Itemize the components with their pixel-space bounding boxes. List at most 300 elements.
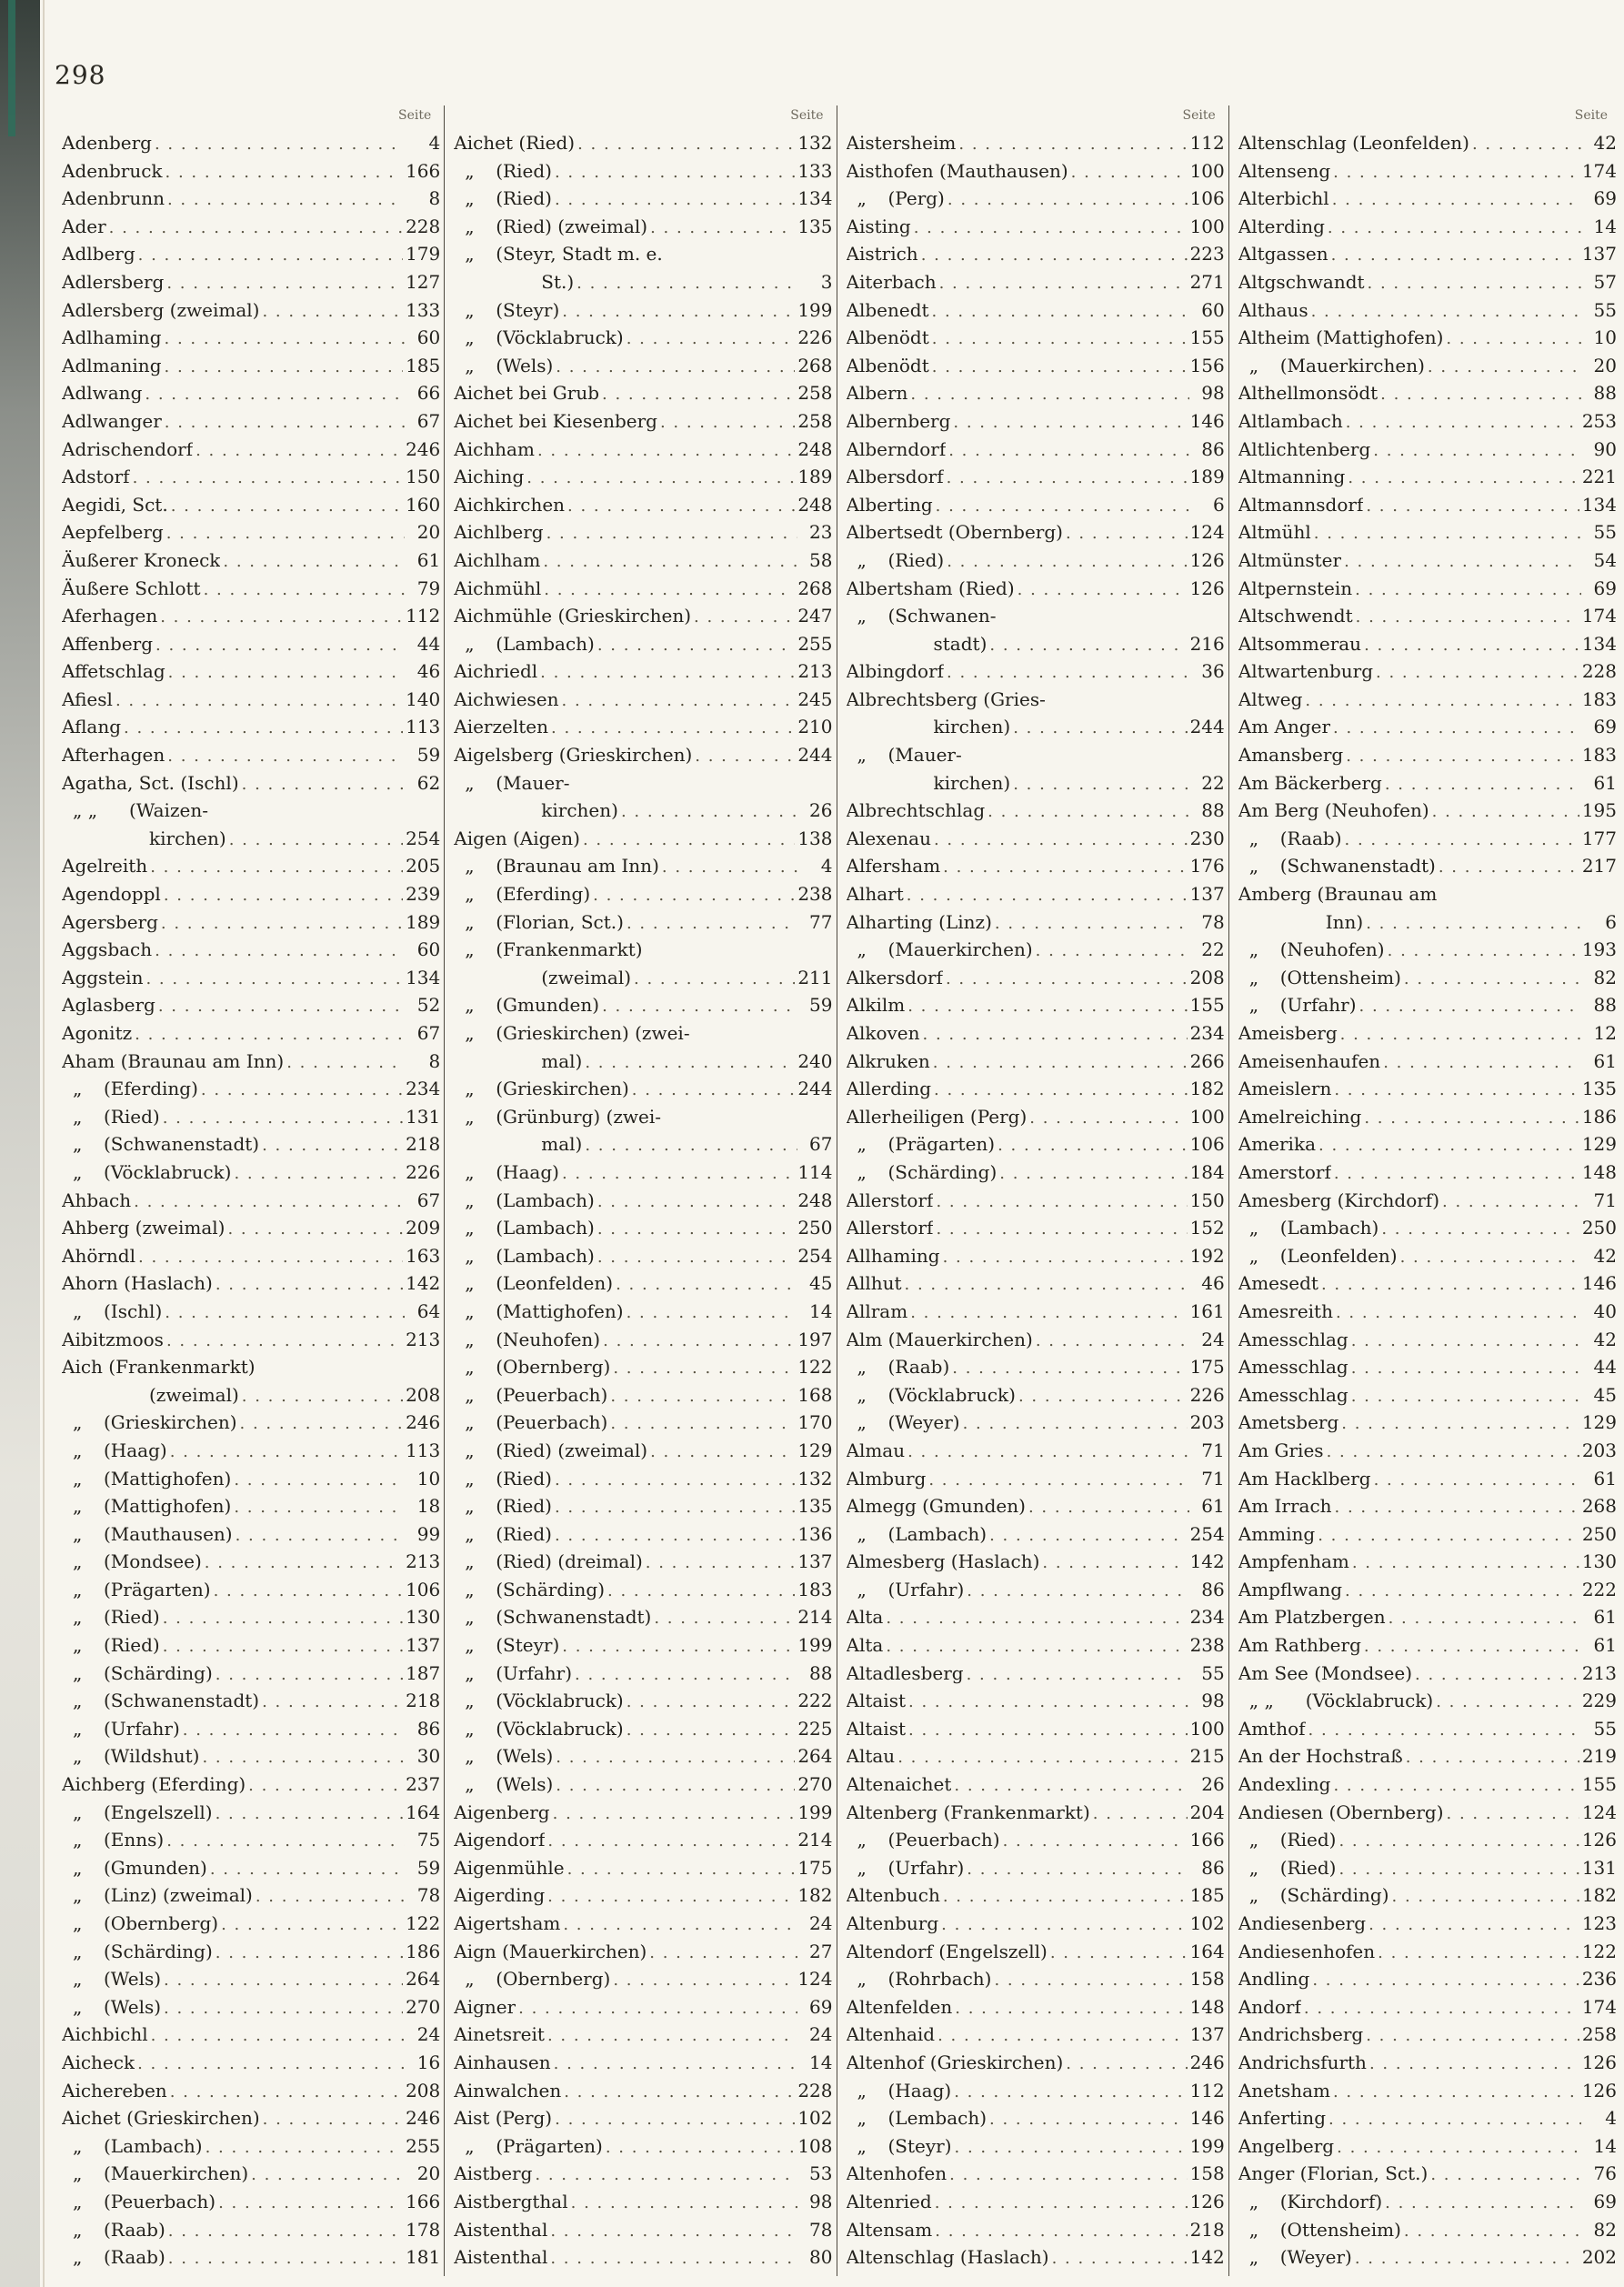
- dot-leader: [695, 741, 795, 769]
- dot-leader: [1052, 2243, 1188, 2272]
- entry-page: 135: [797, 215, 833, 237]
- entry-page: 193: [1581, 938, 1617, 961]
- index-entry: [1238, 213, 1617, 241]
- index-entry: [1238, 240, 1617, 268]
- dot-leader: [567, 491, 795, 519]
- entry-page: 98: [809, 2190, 833, 2212]
- entry-page: 268: [797, 354, 833, 376]
- index-entry: [62, 1770, 440, 1799]
- entry-page: 90: [1593, 437, 1617, 460]
- entry-name: Aggsbach: [62, 938, 153, 961]
- dot-leader: [535, 2160, 797, 2188]
- entry-page: 219: [1581, 1745, 1617, 1768]
- ditto-mark: „: [857, 187, 867, 210]
- entry-name: Albrechtschlag: [846, 799, 986, 822]
- entry-page: 44: [416, 632, 441, 655]
- entry-page: 69: [1593, 187, 1617, 210]
- index-entry: [62, 630, 440, 658]
- index-entry: [62, 129, 440, 157]
- entry-name: Aiterbach: [846, 270, 937, 293]
- entry-name: Aibitzmoos: [62, 1328, 164, 1350]
- entry-name: Altenschlag (Haslach): [846, 2246, 1049, 2269]
- dot-leader: [999, 1159, 1187, 1187]
- entry-name: mal): [541, 1049, 583, 1072]
- entry-page: 136: [797, 1522, 833, 1545]
- entry-name: Afiesl: [62, 687, 113, 710]
- entry-page: 132: [797, 132, 833, 154]
- dot-leader: [1333, 157, 1579, 186]
- index-entry: [454, 797, 832, 825]
- entry-page: 75: [416, 1829, 441, 1851]
- entry-page: 8: [428, 187, 441, 210]
- index-entry: [1238, 1130, 1617, 1159]
- entry-name: „ (Urfahr): [857, 1854, 965, 1882]
- dot-leader: [547, 1881, 795, 1910]
- index-entry: [454, 602, 832, 630]
- dot-leader: [934, 1075, 1188, 1103]
- entry-page: 58: [809, 548, 833, 571]
- dot-leader: [1368, 1910, 1579, 1938]
- dot-leader: [602, 379, 795, 407]
- ditto-mark: „: [73, 1856, 83, 1879]
- dot-leader: [597, 630, 795, 658]
- dot-leader: [151, 2021, 406, 2049]
- dot-leader: [936, 1187, 1187, 1215]
- entry-page: 218: [1189, 2218, 1225, 2241]
- dot-leader: [905, 1269, 1189, 1298]
- ditto-mark: „: [465, 1439, 475, 1461]
- index-entry: [847, 2160, 1225, 2188]
- entry-page: 216: [1189, 632, 1225, 655]
- index-entry: [62, 1075, 440, 1103]
- index-entry: [62, 1159, 440, 1187]
- entry-name: Alterding: [1238, 215, 1325, 237]
- entry-page: 60: [416, 326, 441, 349]
- dot-leader: [1050, 1938, 1188, 1966]
- ditto-mark: „: [465, 1578, 475, 1600]
- index-entry: [847, 2188, 1225, 2216]
- index-entry: [62, 1938, 440, 1966]
- entry-page: 45: [1593, 1383, 1617, 1406]
- entry-name: Agersberg: [62, 910, 158, 933]
- dot-leader: [1432, 797, 1579, 825]
- entry-page: 77: [809, 910, 833, 933]
- entry-name: Andexling: [1238, 1773, 1331, 1796]
- index-entry: [1238, 1742, 1617, 1770]
- entry-name: „ (Peuerbach): [73, 2188, 216, 2216]
- dot-leader: [949, 2160, 1187, 2188]
- entry-page: 30: [416, 1745, 441, 1768]
- entry-name: „ (Peuerbach): [465, 1409, 607, 1437]
- dot-leader: [160, 602, 403, 630]
- ditto-mark: „: [1248, 994, 1259, 1017]
- entry-name: mal): [541, 1133, 583, 1156]
- entry-page: 60: [416, 938, 441, 961]
- entry-page: 160: [406, 493, 441, 516]
- entry-name: Aichham: [454, 437, 535, 460]
- entry-page: 199: [797, 298, 833, 321]
- dot-leader: [554, 2049, 797, 2077]
- dot-leader: [1003, 1826, 1188, 1854]
- index-entry: [1238, 1881, 1617, 1910]
- entry-name: Aflang: [62, 716, 122, 738]
- entry-page: 6: [1213, 493, 1225, 516]
- dot-leader: [555, 185, 795, 213]
- dot-leader: [1359, 991, 1581, 1019]
- dot-leader: [166, 1326, 403, 1354]
- entry-name: Amerika: [1238, 1133, 1316, 1156]
- dot-leader: [1385, 2188, 1581, 2216]
- dot-leader: [650, 1437, 795, 1465]
- entry-name: Andiesenhofen: [1238, 1940, 1376, 1962]
- index-entry: [1238, 741, 1617, 769]
- entry-page: 258: [1581, 2023, 1617, 2046]
- index-column-2: [444, 105, 836, 2276]
- entry-page: 142: [1189, 1550, 1225, 1573]
- entry-page: 46: [1201, 1272, 1225, 1295]
- entry-page: 192: [1189, 1244, 1225, 1267]
- entry-name: Adrischendorf: [62, 437, 194, 460]
- entry-name: Adlhaming: [62, 326, 162, 349]
- entry-page: 238: [797, 883, 833, 906]
- index-entry: [62, 2077, 440, 2105]
- index-entry: [454, 324, 832, 352]
- dot-leader: [1355, 2243, 1579, 2272]
- entry-page: 222: [797, 1690, 833, 1712]
- entry-page: 246: [406, 437, 441, 460]
- dot-leader: [654, 1603, 795, 1631]
- index-entry: [847, 1715, 1225, 1743]
- entry-page: 126: [1189, 548, 1225, 571]
- dot-leader: [597, 1187, 795, 1215]
- index-entry: [62, 324, 440, 352]
- entry-page: 155: [1189, 326, 1225, 349]
- entry-name: Aham (Braunau am Inn): [62, 1049, 285, 1072]
- index-entry: [454, 296, 832, 325]
- entry-name: Ahorn (Haslach): [62, 1272, 213, 1295]
- entry-page: 134: [1581, 493, 1617, 516]
- dot-leader: [109, 213, 403, 241]
- ditto-mark: „: [465, 1690, 475, 1712]
- entry-page: 258: [797, 382, 833, 405]
- ditto-mark: „: [465, 1383, 475, 1406]
- index-entry: [454, 630, 832, 658]
- dot-leader: [967, 1576, 1188, 1604]
- dot-leader: [544, 575, 795, 603]
- dot-leader: [165, 1298, 405, 1326]
- dot-leader: [1066, 2049, 1187, 2077]
- dot-leader: [907, 1437, 1189, 1465]
- ditto-mark: „: [465, 1634, 475, 1657]
- index-entry: [62, 936, 440, 964]
- dot-leader: [556, 352, 795, 380]
- index-entry: [454, 1048, 832, 1076]
- index-entry: [62, 491, 440, 519]
- entry-page: 202: [1581, 2246, 1617, 2269]
- entry-name: Am Gries: [1238, 1439, 1324, 1461]
- entry-page: 146: [1189, 409, 1225, 432]
- entry-page: 155: [1189, 994, 1225, 1017]
- index-entry: [62, 2160, 440, 2188]
- entry-page: 211: [797, 966, 833, 988]
- index-entry: [454, 741, 832, 769]
- dot-leader: [1351, 1326, 1581, 1354]
- entry-page: 112: [1189, 2079, 1225, 2101]
- index-entry: [1238, 352, 1617, 380]
- entry-name: Andiesen (Obernberg): [1238, 1801, 1444, 1823]
- entry-page: 214: [797, 1606, 833, 1629]
- entry-page: 137: [797, 1550, 833, 1573]
- entry-page: 130: [406, 1606, 441, 1629]
- entry-page: 140: [406, 687, 441, 710]
- index-entry: [454, 185, 832, 213]
- entry-name: Afterhagen: [62, 744, 165, 767]
- dot-leader: [955, 2132, 1188, 2161]
- index-entry: [847, 1409, 1225, 1437]
- index-entry: [454, 852, 832, 880]
- index-entry: [62, 908, 440, 937]
- dot-leader: [138, 240, 403, 268]
- entry-name: „ (Leonfelden): [1249, 1242, 1398, 1270]
- index-entry: [454, 213, 832, 241]
- entry-name: Amesschlag: [1238, 1328, 1348, 1350]
- entry-name: „ (Mauerkirchen): [857, 936, 1033, 964]
- dot-leader: [583, 825, 795, 853]
- entry-name: Althellmonsödt: [1238, 382, 1378, 405]
- entry-page: 166: [406, 159, 441, 182]
- entry-name: „ (Ried): [465, 157, 552, 186]
- index-entry: [1238, 1465, 1617, 1493]
- entry-name: Altadlesberg: [846, 1661, 964, 1684]
- entry-page: 122: [797, 1356, 833, 1379]
- dot-leader: [989, 2104, 1188, 2132]
- dot-leader: [1348, 463, 1579, 491]
- index-entry: [62, 1409, 440, 1437]
- entry-page: 129: [797, 1439, 833, 1461]
- entry-page: 42: [1593, 1328, 1617, 1350]
- entry-page: 59: [809, 994, 833, 1017]
- entry-page: 189: [1189, 466, 1225, 488]
- entry-name: Amansberg: [1238, 744, 1344, 767]
- index-entry: [847, 1603, 1225, 1631]
- dot-leader: [145, 964, 403, 992]
- index-entry: [62, 1048, 440, 1076]
- entry-page: 175: [1189, 1356, 1225, 1379]
- entry-page: 24: [416, 2023, 441, 2046]
- entry-page: 67: [416, 1189, 441, 1211]
- dot-leader: [1373, 436, 1581, 464]
- ditto-mark: „: [465, 938, 475, 961]
- index-entry: [1238, 1826, 1617, 1854]
- dot-leader: [537, 436, 795, 464]
- dot-leader: [649, 1938, 797, 1966]
- entry-page: 226: [406, 1160, 441, 1183]
- entry-name: Ameisenhaufen: [1238, 1049, 1381, 1072]
- entry-page: 99: [416, 1522, 441, 1545]
- index-entry: [62, 2132, 440, 2161]
- index-entry: [1238, 1242, 1617, 1270]
- entry-name: Amesreith: [1238, 1299, 1333, 1322]
- entry-name: Allerstorf: [846, 1217, 934, 1239]
- entry-name: Andrichsfurth: [1238, 2051, 1367, 2073]
- entry-page: 268: [797, 577, 833, 599]
- index-entry: [847, 1269, 1225, 1298]
- dot-leader: [216, 1660, 403, 1688]
- entry-name: „ (Ried): [1249, 1854, 1337, 1882]
- entry-page: 112: [1189, 132, 1225, 154]
- entry-name: Agonitz: [62, 1022, 133, 1044]
- index-entry: [847, 436, 1225, 464]
- entry-page: 218: [406, 1690, 441, 1712]
- entry-page: 42: [1593, 1244, 1617, 1267]
- dot-leader: [546, 518, 797, 547]
- index-entry: [847, 240, 1225, 268]
- ditto-mark: „: [1248, 1856, 1259, 1879]
- entry-name: Aierzelten: [454, 716, 549, 738]
- entry-page: 174: [1581, 1995, 1617, 2018]
- ditto-mark: „: [73, 1884, 83, 1907]
- dot-leader: [1036, 1326, 1189, 1354]
- entry-page: 179: [406, 243, 441, 266]
- entry-name: „ (Ried) (zweimal): [465, 213, 647, 241]
- entry-page: 127: [406, 270, 441, 293]
- entry-name: Aigertsham: [454, 1912, 561, 1934]
- dot-leader: [155, 630, 405, 658]
- ditto-mark: „: [465, 771, 475, 794]
- entry-name: Altaist: [846, 1717, 906, 1740]
- entry-page: 67: [416, 409, 441, 432]
- index-entry: [62, 797, 440, 825]
- index-entry: [454, 2160, 832, 2188]
- dot-leader: [571, 2188, 797, 2216]
- entry-name: „ (Obernberg): [73, 1910, 218, 1938]
- index-entry: [847, 157, 1225, 186]
- index-entry: [847, 1687, 1225, 1715]
- entry-page: 76: [1593, 2162, 1617, 2185]
- index-entry: [1238, 908, 1617, 937]
- dot-leader: [1381, 1214, 1579, 1242]
- entry-page: 40: [1593, 1299, 1617, 1322]
- index-entry: [62, 1326, 440, 1354]
- entry-page: 12: [1593, 1022, 1617, 1044]
- index-entry: [1238, 2243, 1617, 2272]
- entry-page: 98: [1201, 382, 1225, 405]
- index-entry: [847, 1103, 1225, 1131]
- entry-name: Agelreith: [62, 855, 148, 878]
- entry-page: 213: [797, 660, 833, 683]
- dot-leader: [1345, 825, 1579, 853]
- entry-name: „ (Wels): [465, 1770, 553, 1799]
- entry-name: Altmühl: [1238, 521, 1311, 544]
- entry-page: 134: [406, 966, 441, 988]
- index-entry: [1238, 1269, 1617, 1298]
- index-entry: [62, 1437, 440, 1465]
- entry-name: Agendoppl: [62, 883, 161, 906]
- dot-leader: [263, 2104, 403, 2132]
- index-entry: [62, 157, 440, 186]
- entry-page: 204: [1189, 1801, 1225, 1823]
- entry-page: 234: [1189, 1022, 1225, 1044]
- ditto-mark: „ „: [1248, 1690, 1274, 1712]
- index-entry: [847, 713, 1225, 741]
- dot-leader: [627, 1715, 796, 1743]
- dot-leader: [967, 1660, 1189, 1688]
- entry-name: „ (Eferding): [73, 1075, 198, 1103]
- dot-leader: [551, 713, 795, 741]
- entry-page: 213: [1581, 1661, 1617, 1684]
- entry-name: Ainetsreit: [454, 2023, 545, 2046]
- entry-name: Almegg (Gmunden): [846, 1495, 1026, 1518]
- index-entry: [62, 1660, 440, 1688]
- entry-name: Altau: [846, 1745, 896, 1768]
- entry-page: 238: [1189, 1634, 1225, 1657]
- dot-leader: [229, 825, 403, 853]
- entry-page: 199: [797, 1634, 833, 1657]
- entry-name: „ (Mauer-: [857, 741, 962, 769]
- dot-leader: [1328, 213, 1581, 241]
- entry-page: 150: [406, 466, 441, 488]
- entry-name: Amesedt: [1238, 1272, 1318, 1295]
- entry-name: Aigen (Aigen): [454, 827, 580, 849]
- index-entry: [847, 2077, 1225, 2105]
- dot-leader: [216, 1799, 404, 1827]
- entry-name: „ (Mauerkirchen): [1249, 352, 1425, 380]
- entry-page: 222: [1581, 1578, 1617, 1600]
- entry-page: 208: [1189, 966, 1225, 988]
- ditto-mark: „: [1248, 2246, 1259, 2269]
- dot-leader: [562, 1631, 795, 1660]
- dot-leader: [183, 1715, 405, 1743]
- entry-name: Albenödt: [846, 326, 929, 349]
- index-entry: [62, 1799, 440, 1827]
- entry-name: „ (Vöcklabruck): [73, 1159, 231, 1187]
- entry-name: „ (Florian, Sct.): [465, 908, 624, 937]
- dot-leader: [1336, 1298, 1581, 1326]
- ditto-mark: „: [465, 1606, 475, 1629]
- index-entry: [454, 1938, 832, 1966]
- entry-name: Ahberg (zweimal): [62, 1217, 226, 1239]
- entry-name: Aichkirchen: [454, 493, 566, 516]
- entry-name: Altenfelden: [846, 1995, 953, 2018]
- entry-name: „ (Schärding): [73, 1660, 213, 1688]
- ditto-mark: „: [73, 1745, 83, 1768]
- entry-page: 14: [1593, 2134, 1617, 2157]
- dot-leader: [555, 1520, 795, 1549]
- entry-page: 253: [1581, 409, 1617, 432]
- index-entry: [62, 1214, 440, 1242]
- dot-leader: [564, 2077, 795, 2105]
- index-entry: [847, 407, 1225, 436]
- dot-leader: [610, 1381, 795, 1409]
- entry-name: „ (Urfahr): [465, 1660, 572, 1688]
- index-entry: [62, 1187, 440, 1215]
- entry-page: 203: [1581, 1439, 1617, 1461]
- index-entry: [62, 1520, 440, 1549]
- dot-leader: [989, 630, 1187, 658]
- dot-leader: [150, 852, 403, 880]
- index-entry: [847, 1520, 1225, 1549]
- entry-name: „ (Leonfelden): [465, 1269, 613, 1298]
- entry-name: (zweimal): [541, 966, 632, 988]
- dot-leader: [205, 1548, 403, 1576]
- entry-name: Altenbuch: [846, 1884, 940, 1907]
- dot-leader: [563, 1910, 797, 1938]
- dot-leader: [1337, 2132, 1581, 2161]
- index-entry: [847, 491, 1225, 519]
- ditto-mark: „: [1248, 2190, 1259, 2212]
- index-entry: [847, 1965, 1225, 1993]
- index-entry: [62, 1298, 440, 1326]
